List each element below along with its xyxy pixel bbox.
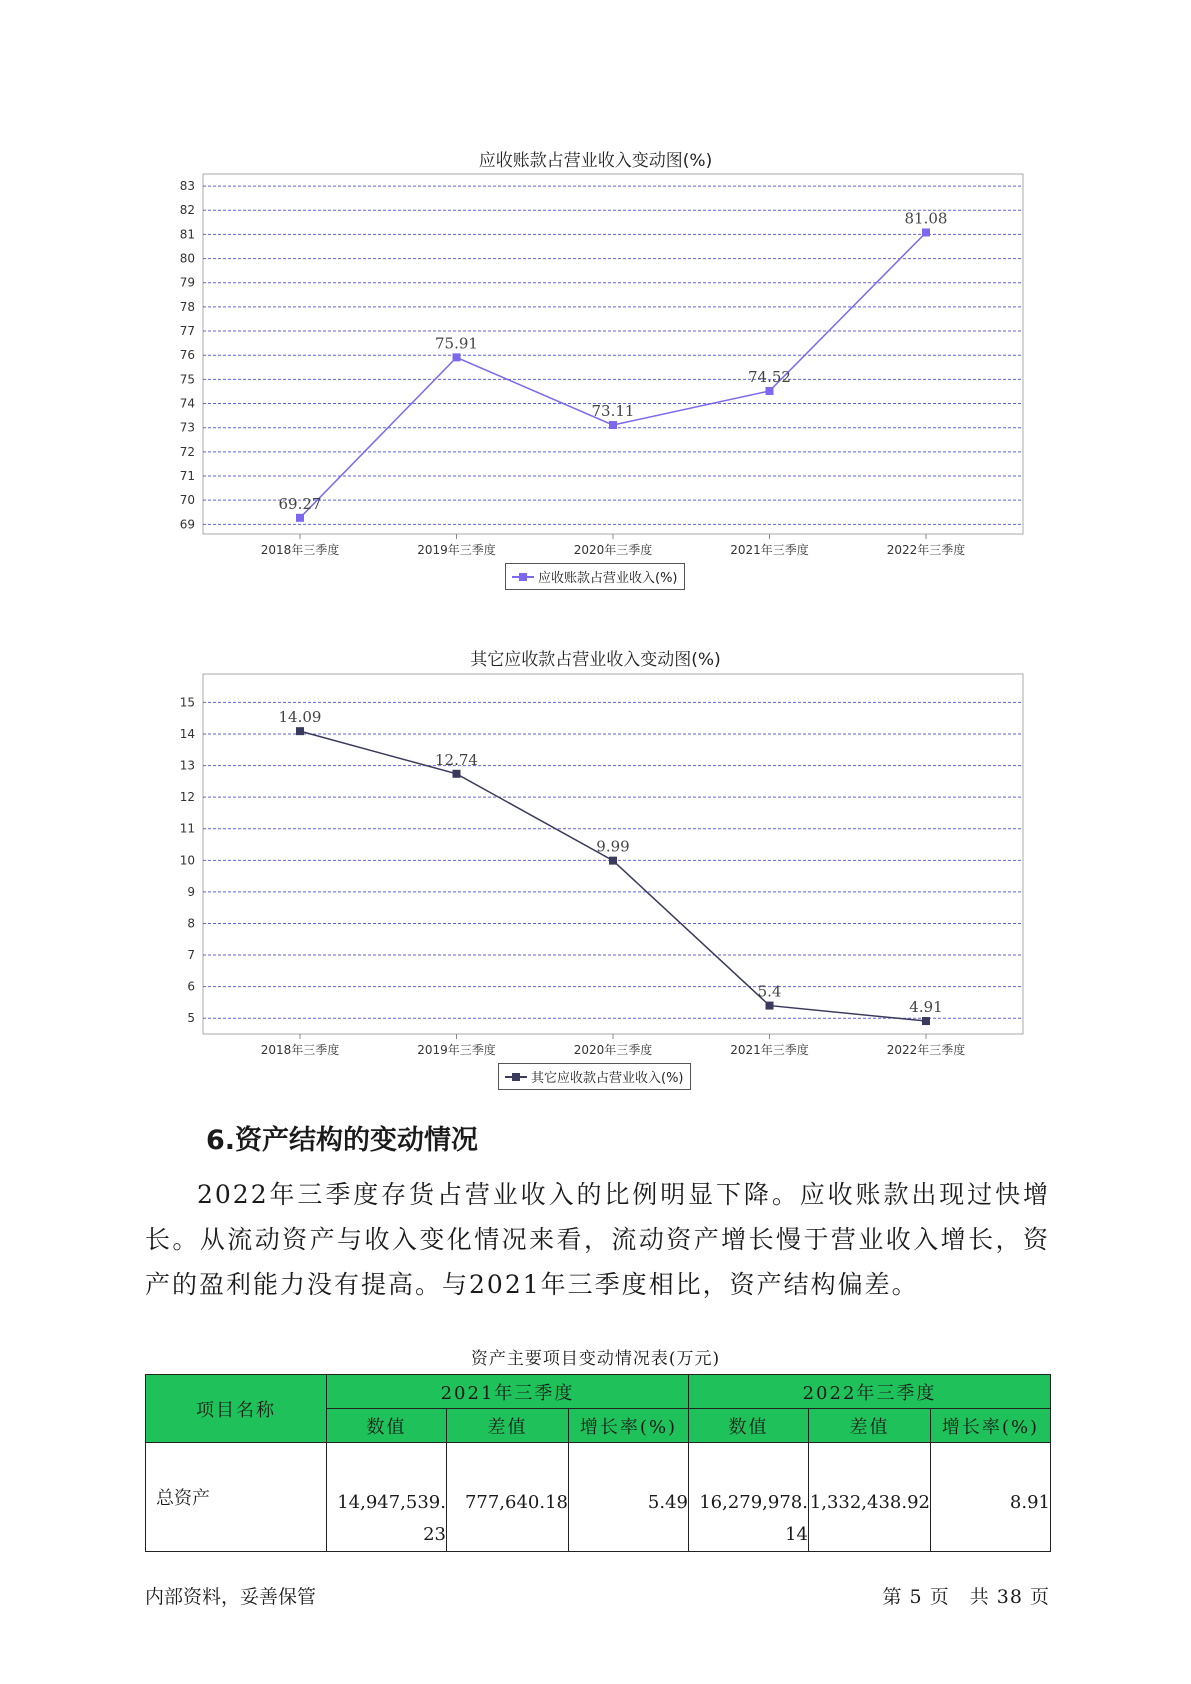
- y-tick-label: 15: [179, 695, 195, 710]
- x-tick-label: 2020年三季度: [573, 543, 653, 557]
- data-point: [922, 228, 930, 236]
- plot-area: [203, 174, 1023, 534]
- data-point: [766, 1002, 774, 1010]
- cell-value-2022: 16,279,978.14: [689, 1443, 809, 1552]
- cell-diff-2021: 777,640.18: [447, 1443, 569, 1552]
- header-item-name: 项目名称: [146, 1375, 327, 1443]
- cell-growth-2021: 5.49: [569, 1443, 689, 1552]
- header-growth-2022: 增长率(%): [931, 1409, 1051, 1443]
- data-label: 14.09: [278, 708, 322, 727]
- header-value-2021: 数值: [327, 1409, 447, 1443]
- data-label: 74.52: [748, 367, 791, 386]
- data-point: [766, 387, 774, 395]
- data-point: [453, 770, 461, 778]
- data-point: [453, 353, 461, 361]
- chart-2-legend-label: 其它应收款占营业收入(%): [531, 1071, 684, 1086]
- y-tick-label: 73: [179, 420, 195, 435]
- y-tick-label: 80: [179, 251, 195, 266]
- chart-1-legend: [505, 563, 685, 590]
- data-label: 12.74: [435, 750, 478, 769]
- chart-2-legend: [498, 1063, 691, 1090]
- data-point: [609, 857, 617, 865]
- footer-confidential: 内部资料，妥善保管: [145, 1586, 317, 1608]
- chart-1-title: 应收账款占营业收入变动图(%): [478, 151, 713, 171]
- header-value-2022: 数值: [689, 1409, 809, 1443]
- y-tick-label: 7: [187, 948, 195, 963]
- data-point: [296, 514, 304, 522]
- x-tick-label: 2018年三季度: [260, 1043, 340, 1057]
- y-tick-label: 12: [179, 790, 195, 805]
- page-prefix: 第: [882, 1586, 903, 1608]
- x-tick-label: 2020年三季度: [573, 1043, 653, 1057]
- y-tick-label: 8: [187, 916, 195, 931]
- header-period-2021: 2021年三季度: [327, 1375, 689, 1409]
- page-current: 5: [909, 1586, 923, 1608]
- x-tick-label: 2018年三季度: [260, 543, 340, 557]
- y-tick-label: 75: [179, 372, 195, 387]
- y-tick-label: 82: [179, 203, 195, 218]
- data-point: [609, 421, 617, 429]
- x-tick-label: 2019年三季度: [417, 543, 496, 557]
- cell-growth-2022: 8.91: [931, 1443, 1051, 1552]
- data-label: 75.91: [435, 334, 478, 353]
- footer-page-number: [882, 1582, 1050, 1609]
- chart-1-legend-label: 应收账款占营业收入(%): [538, 571, 678, 586]
- y-tick-label: 81: [179, 227, 195, 242]
- y-tick-label: 76: [179, 348, 195, 363]
- y-tick-label: 77: [179, 324, 195, 339]
- table-caption: 资产主要项目变动情况表(万元): [470, 1349, 721, 1369]
- x-tick-label: 2021年三季度: [730, 1043, 809, 1057]
- data-label: 9.99: [596, 837, 630, 856]
- header-period-2022: 2022年三季度: [689, 1375, 1051, 1409]
- y-tick-label: 70: [179, 493, 195, 508]
- body-paragraph: 2022年三季度存货占营业收入的比例明显下降。应收账款出现过快增长。从流动资产与收入变化情况来看，流动资产增长慢于营业收入增长，资产的盈利能力没有提高。与2021年三季度相比，资产结构偏差。: [145, 1180, 1050, 1299]
- cell-value-2021: 14,947,539.23: [327, 1443, 447, 1552]
- y-tick-label: 79: [179, 275, 195, 290]
- y-tick-label: 72: [179, 444, 195, 459]
- header-growth-2021: 增长率(%): [569, 1409, 689, 1443]
- chart-2-title: 其它应收款占营业收入变动图(%): [470, 650, 721, 670]
- y-tick-label: 71: [179, 469, 195, 484]
- y-tick-label: 74: [179, 396, 195, 411]
- y-tick-label: 6: [187, 979, 195, 994]
- page-mid: 页 共: [929, 1586, 990, 1608]
- x-tick-label: 2022年三季度: [886, 1043, 966, 1057]
- data-label: 4.91: [909, 998, 943, 1017]
- y-tick-label: 11: [179, 821, 195, 836]
- x-tick-label: 2019年三季度: [417, 1043, 496, 1057]
- x-tick-label: 2021年三季度: [730, 543, 809, 557]
- data-label: 5.4: [757, 982, 782, 1001]
- legend-marker-icon: [512, 572, 534, 582]
- row-name: 总资产: [146, 1443, 327, 1552]
- chart-1-plot: [0, 160, 1191, 560]
- header-diff-2022: 差值: [809, 1409, 931, 1443]
- y-tick-label: 69: [179, 517, 195, 532]
- x-tick-label: 2022年三季度: [886, 543, 966, 557]
- cell-diff-2022: 1,332,438.92: [809, 1443, 931, 1552]
- y-tick-label: 5: [187, 1011, 195, 1026]
- y-tick-label: 10: [179, 853, 195, 868]
- y-tick-label: 9: [187, 884, 195, 899]
- y-tick-label: 13: [179, 758, 195, 773]
- data-point: [922, 1017, 930, 1025]
- y-tick-label: 78: [179, 299, 195, 314]
- data-label: 69.27: [278, 494, 322, 513]
- page-total: 38: [996, 1586, 1023, 1608]
- y-tick-label: 14: [179, 727, 195, 741]
- data-label: 73.11: [591, 402, 635, 421]
- chart-2-plot: [0, 660, 1191, 1060]
- page-suffix: 页: [1029, 1586, 1050, 1608]
- table-row: [146, 1443, 1051, 1552]
- section-heading: 6.资产结构的变动情况: [206, 1125, 479, 1156]
- asset-table: [145, 1374, 1051, 1552]
- y-tick-label: 83: [179, 179, 195, 194]
- header-diff-2021: 差值: [447, 1409, 569, 1443]
- data-point: [296, 727, 304, 735]
- data-label: 81.08: [904, 209, 948, 228]
- legend-marker-icon: [505, 1072, 527, 1082]
